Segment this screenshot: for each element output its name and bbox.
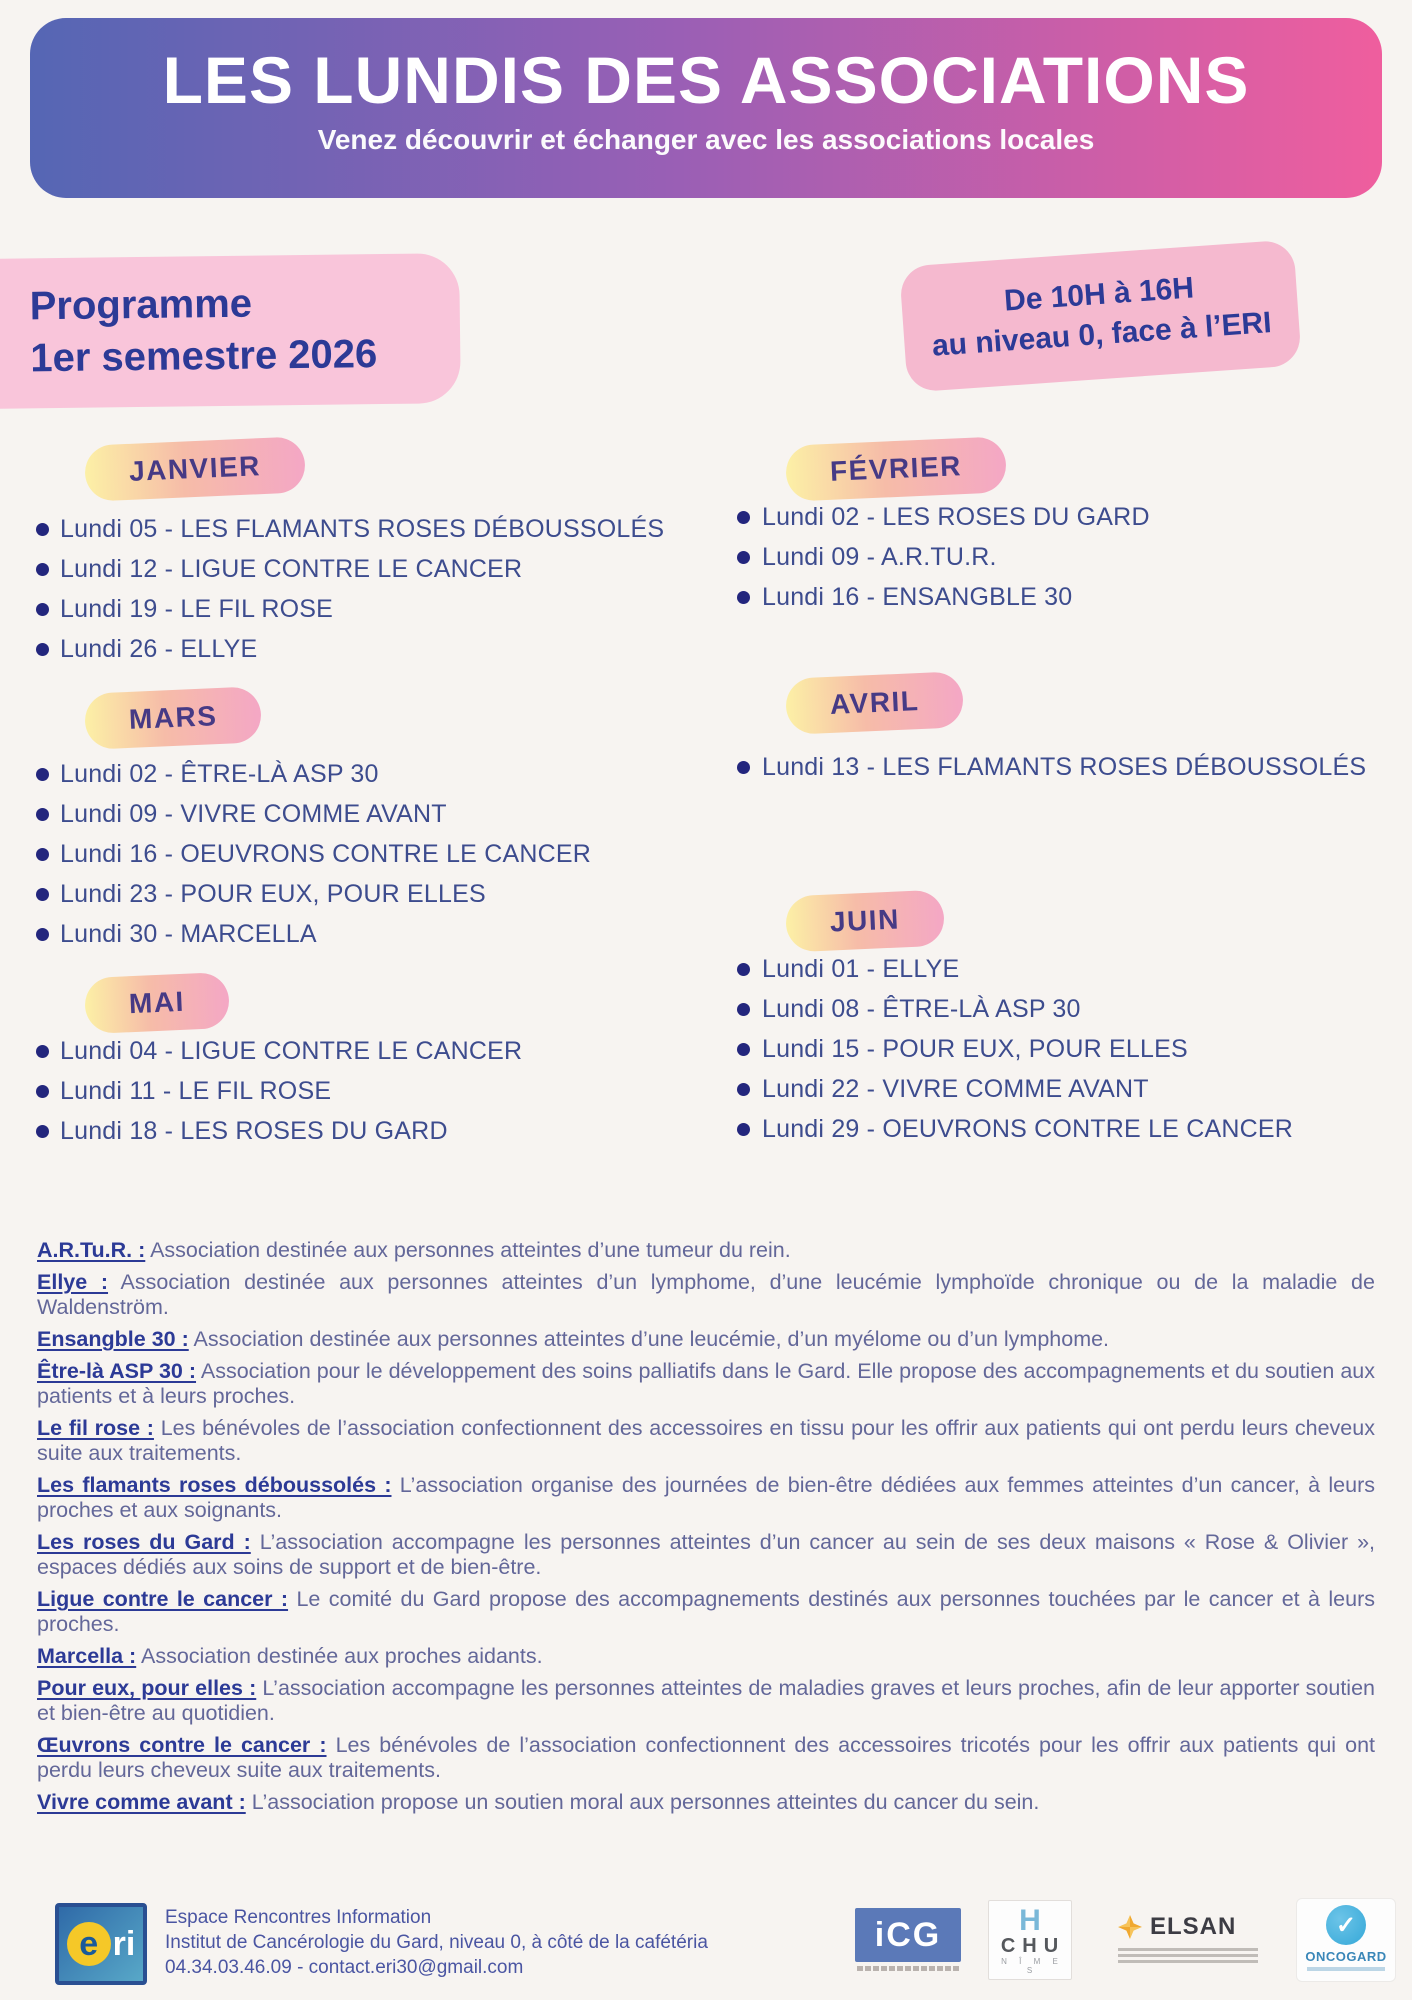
elsan-logo bbox=[1118, 1913, 1268, 1969]
association-name: A.R.Tu.R. : bbox=[37, 1238, 146, 1262]
event-item: Lundi 29 - OEUVRONS CONTRE LE CANCER bbox=[712, 1109, 1293, 1149]
association-entry bbox=[37, 1733, 1375, 1783]
month-pill-avril: AVRIL bbox=[785, 671, 965, 735]
association-name: Ensangble 30 : bbox=[37, 1327, 189, 1351]
event-list-mars bbox=[30, 754, 591, 954]
association-entry bbox=[37, 1676, 1375, 1726]
association-entry bbox=[37, 1416, 1375, 1466]
association-description: L’association organise des journées de bien-être dédiées aux femmes atteintes d’un cancer, à leurs proches et aux soignants. bbox=[37, 1473, 1375, 1522]
association-description: Association pour le développement des soins palliatifs dans le Gard. Elle propose des accompagnements et du soutien aux patients et à leurs proches. bbox=[37, 1359, 1376, 1408]
association-name: Ligue contre le cancer : bbox=[37, 1587, 289, 1611]
chu-logo bbox=[988, 1900, 1072, 1980]
oncogard-logo bbox=[1296, 1898, 1396, 1982]
event-item: Lundi 26 - ELLYE bbox=[30, 629, 664, 669]
event-item: Lundi 16 - ENSANGBLE 30 bbox=[712, 577, 1150, 617]
association-description: L’association accompagne les personnes atteintes d’un cancer au sein de ses deux maisons « Rose & Olivier », espaces dédiés aux soins de support et de bien-être. bbox=[37, 1530, 1376, 1579]
program-title-line2: 1er semestre 2026 bbox=[30, 332, 378, 381]
month-pill-juin: JUIN bbox=[785, 890, 945, 953]
program-box bbox=[0, 253, 461, 409]
page-subtitle: Venez découvrir et échanger avec les associations locales bbox=[317, 124, 1095, 155]
event-list-juin bbox=[712, 949, 1293, 1149]
association-description: Association destinée aux personnes atteintes d’une leucémie, d’un myélome ou d’un lymphome. bbox=[193, 1327, 1110, 1351]
month-section-janvier bbox=[30, 441, 664, 669]
footer-line-org: Espace Rencontres Information bbox=[165, 1907, 432, 1928]
event-item: Lundi 23 - POUR EUX, POUR ELLES bbox=[30, 874, 591, 914]
association-description: Association destinée aux personnes atteintes d’un lymphome, d’une leucémie lymphoïde chronique ou de la maladie de Waldenström. bbox=[37, 1270, 1375, 1319]
event-list-janvier bbox=[30, 509, 664, 669]
association-entry bbox=[37, 1530, 1375, 1580]
event-item: Lundi 02 - LES ROSES DU GARD bbox=[712, 497, 1150, 537]
association-entry bbox=[37, 1587, 1375, 1637]
month-pill-fevrier: FÉVRIER bbox=[785, 436, 1007, 502]
association-description: Les bénévoles de l’association confectionnent des accessoires en tissu pour les offrir aux patients qui ont perdu leurs cheveux suite aux traitements. bbox=[37, 1416, 1375, 1465]
header-banner bbox=[30, 18, 1382, 198]
elsan-logo-caption bbox=[1118, 1947, 1258, 1963]
oncogard-logo-text: ONCOGARD bbox=[1305, 1949, 1387, 1964]
page-title: LES LUNDIS DES ASSOCIATIONS bbox=[162, 43, 1250, 117]
event-item: Lundi 01 - ELLYE bbox=[712, 949, 1293, 989]
month-section-mai bbox=[30, 975, 522, 1151]
time-location-box bbox=[899, 239, 1302, 392]
icg-logo: iCG bbox=[855, 1908, 961, 1962]
event-item: Lundi 13 - LES FLAMANTS ROSES DÉBOUSSOLÉS bbox=[712, 747, 1366, 787]
eri-logo-circle: e bbox=[67, 1922, 111, 1966]
association-name: Les roses du Gard : bbox=[37, 1530, 251, 1554]
elsan-logo-text: ELSAN bbox=[1150, 1913, 1237, 1940]
month-section-mars bbox=[30, 690, 591, 954]
event-item: Lundi 16 - OEUVRONS CONTRE LE CANCER bbox=[30, 834, 591, 874]
association-descriptions bbox=[37, 1238, 1375, 1822]
association-entry bbox=[37, 1238, 1375, 1263]
event-item: Lundi 19 - LE FIL ROSE bbox=[30, 589, 664, 629]
association-name: Les flamants roses déboussolés : bbox=[37, 1473, 392, 1497]
event-list-avril bbox=[712, 747, 1366, 787]
association-entry bbox=[37, 1473, 1375, 1523]
month-section-avril bbox=[712, 675, 1366, 787]
time-line: De 10H à 16H bbox=[1003, 271, 1195, 318]
event-item: Lundi 09 - A.R.TU.R. bbox=[712, 537, 1150, 577]
association-entry bbox=[37, 1327, 1375, 1352]
event-item: Lundi 05 - LES FLAMANTS ROSES DÉBOUSSOLÉS bbox=[30, 509, 664, 549]
icg-logo-caption bbox=[857, 1966, 959, 1971]
association-name: Marcella : bbox=[37, 1644, 137, 1668]
association-description: Les bénévoles de l’association confectionnent des accessoires tricotés pour les offrir aux patients qui ont perdu leurs cheveux suite aux traitements. bbox=[37, 1733, 1375, 1782]
association-entry bbox=[37, 1644, 1375, 1669]
eri-logo bbox=[55, 1903, 147, 1985]
association-entry bbox=[37, 1790, 1375, 1815]
oncogard-logo-caption bbox=[1307, 1967, 1385, 1971]
program-title-line1: Programme bbox=[29, 281, 253, 329]
event-list-fevrier bbox=[712, 497, 1150, 617]
event-item: Lundi 11 - LE FIL ROSE bbox=[30, 1071, 522, 1111]
month-pill-mars: MARS bbox=[84, 686, 263, 750]
month-section-juin bbox=[712, 893, 1293, 1149]
location-line: au niveau 0, face à l’ERI bbox=[930, 306, 1273, 363]
footer bbox=[0, 1893, 1412, 1993]
footer-contact-block bbox=[165, 1905, 708, 1980]
elsan-star-icon bbox=[1118, 1915, 1142, 1939]
event-list-mai bbox=[30, 1031, 522, 1151]
association-name: Ellye : bbox=[37, 1270, 109, 1294]
event-item: Lundi 09 - VIVRE COMME AVANT bbox=[30, 794, 591, 834]
association-name: Œuvrons contre le cancer : bbox=[37, 1733, 327, 1757]
footer-line-contact: 04.34.03.46.09 - contact.eri30@gmail.com bbox=[165, 1957, 524, 1978]
association-name: Être-là ASP 30 : bbox=[37, 1359, 197, 1383]
event-item: Lundi 08 - ÊTRE-LÀ ASP 30 bbox=[712, 989, 1293, 1029]
event-item: Lundi 18 - LES ROSES DU GARD bbox=[30, 1111, 522, 1151]
association-name: Pour eux, pour elles : bbox=[37, 1676, 257, 1700]
event-item: Lundi 30 - MARCELLA bbox=[30, 914, 591, 954]
association-name: Le fil rose : bbox=[37, 1416, 154, 1440]
association-description: Association destinée aux personnes atteintes d’une tumeur du rein. bbox=[150, 1238, 791, 1262]
association-entry bbox=[37, 1270, 1375, 1320]
month-pill-mai: MAI bbox=[84, 972, 230, 1034]
association-description: L’association accompagne les personnes atteintes de maladies graves et leurs proches, afin de leur apporter soutien et bien-être au quotidien. bbox=[37, 1676, 1375, 1725]
chu-logo-text: CHU bbox=[1000, 1935, 1066, 1957]
month-section-fevrier bbox=[712, 441, 1150, 617]
oncogard-check-icon: ✓ bbox=[1326, 1905, 1366, 1945]
event-item: Lundi 22 - VIVRE COMME AVANT bbox=[712, 1069, 1293, 1109]
association-entry bbox=[37, 1359, 1375, 1409]
chu-h-icon: H bbox=[1019, 1904, 1041, 1937]
month-pill-janvier: JANVIER bbox=[84, 436, 306, 502]
chu-logo-subtext: N Î M E S bbox=[1001, 1957, 1063, 1975]
association-description: Association destinée aux proches aidants. bbox=[140, 1644, 543, 1668]
eri-logo-text: ri bbox=[112, 1924, 136, 1963]
event-item: Lundi 02 - ÊTRE-LÀ ASP 30 bbox=[30, 754, 591, 794]
association-description: Le comité du Gard propose des accompagnements destinés aux personnes touchées par le cancer et à leurs proches. bbox=[37, 1587, 1375, 1636]
association-name: Vivre comme avant : bbox=[37, 1790, 246, 1814]
event-item: Lundi 15 - POUR EUX, POUR ELLES bbox=[712, 1029, 1293, 1069]
association-description: L’association propose un soutien moral aux personnes atteintes du cancer du sein. bbox=[251, 1790, 1040, 1814]
event-item: Lundi 12 - LIGUE CONTRE LE CANCER bbox=[30, 549, 664, 589]
footer-line-address: Institut de Cancérologie du Gard, niveau 0, à côté de la cafétéria bbox=[165, 1932, 708, 1953]
event-item: Lundi 04 - LIGUE CONTRE LE CANCER bbox=[30, 1031, 522, 1071]
